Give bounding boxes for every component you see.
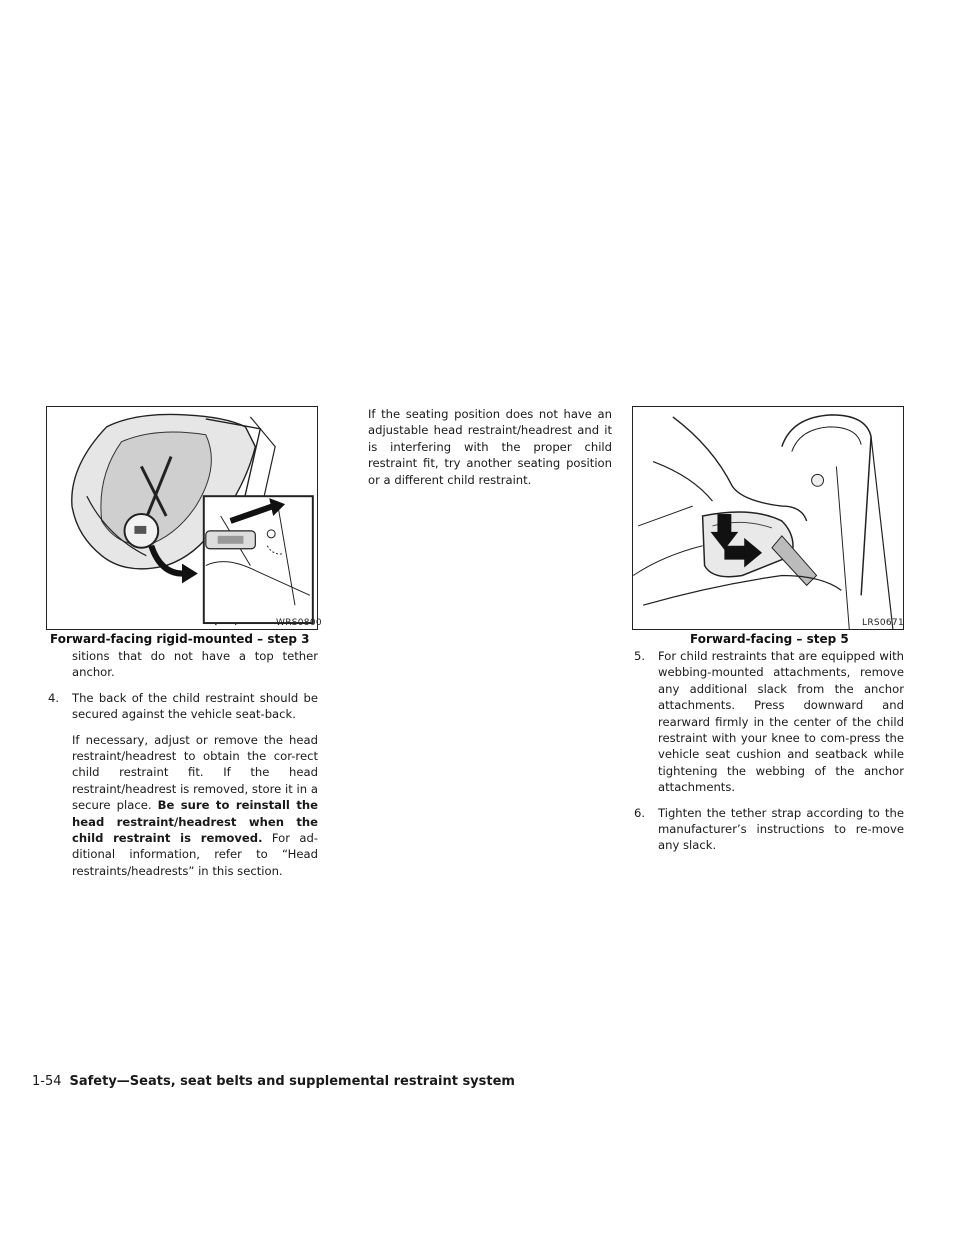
step-5 — [632, 648, 904, 796]
figure-forward-facing-step5 — [632, 406, 904, 630]
step-4-text: The back of the child restraint should be secured against the vehicle seat-back. — [72, 690, 318, 722]
head-restraint-reference: For ad-ditional information, refer to “Head restraints/headrests” in this section. — [72, 831, 319, 878]
page-footer — [32, 1074, 515, 1089]
figure-rigid-mounted-step3 — [46, 406, 318, 630]
reinstall-warning: Be sure to reinstall the head restraint/headrest when the child restraint is removed. — [72, 798, 318, 846]
column-right — [632, 648, 904, 854]
step-4 — [46, 690, 318, 723]
step-6-text: Tighten the tether strap according to the manufacturer’s instructions to re-move any slack. — [658, 805, 904, 853]
figure-caption-left: Forward-facing rigid-mounted – step 3 — [50, 632, 310, 646]
step-6 — [632, 805, 904, 854]
column-left — [46, 648, 318, 879]
step-4-number: 4. — [48, 690, 60, 705]
figure-code-right: LRS0671 — [862, 618, 904, 628]
column-middle — [368, 406, 612, 488]
child-seat-illustration — [47, 407, 317, 629]
step-6-number: 6. — [634, 805, 646, 820]
figure-caption-right: Forward-facing – step 5 — [690, 632, 849, 646]
head-restraint-paragraph — [46, 732, 318, 880]
alternate-seating-paragraph: If the seating position does not have an adjustable head restraint/headrest and it is interfering with the proper child restraint fit, try another seating position or a different child restraint. — [368, 407, 612, 487]
figure-code-left: WRS0800 — [276, 618, 322, 628]
section-title: Safety—Seats, seat belts and supplemental restraint system — [69, 1074, 515, 1089]
page-number: 1-54 — [32, 1074, 62, 1089]
head-restraint-text: If necessary, adjust or remove the head restraint/headrest to obtain the cor-rect child restraint fit. If the head restraint/headrest is removed, store it in a secure place. — [72, 732, 318, 813]
knee-press-illustration — [633, 407, 903, 629]
step-5-number: 5. — [634, 649, 646, 663]
continued-text: sitions that do not have a top tether anchor. — [72, 649, 318, 680]
step-5-text: For child restraints that are equipped with webbing-mounted attachments, remove any additional slack from the anchor attachments. Press downward and rearward firmly in the center of the child restraint with your knee to com-press the vehicle seat cushion and seatback while tightening the webbing of the anchor attachments. — [658, 649, 904, 795]
